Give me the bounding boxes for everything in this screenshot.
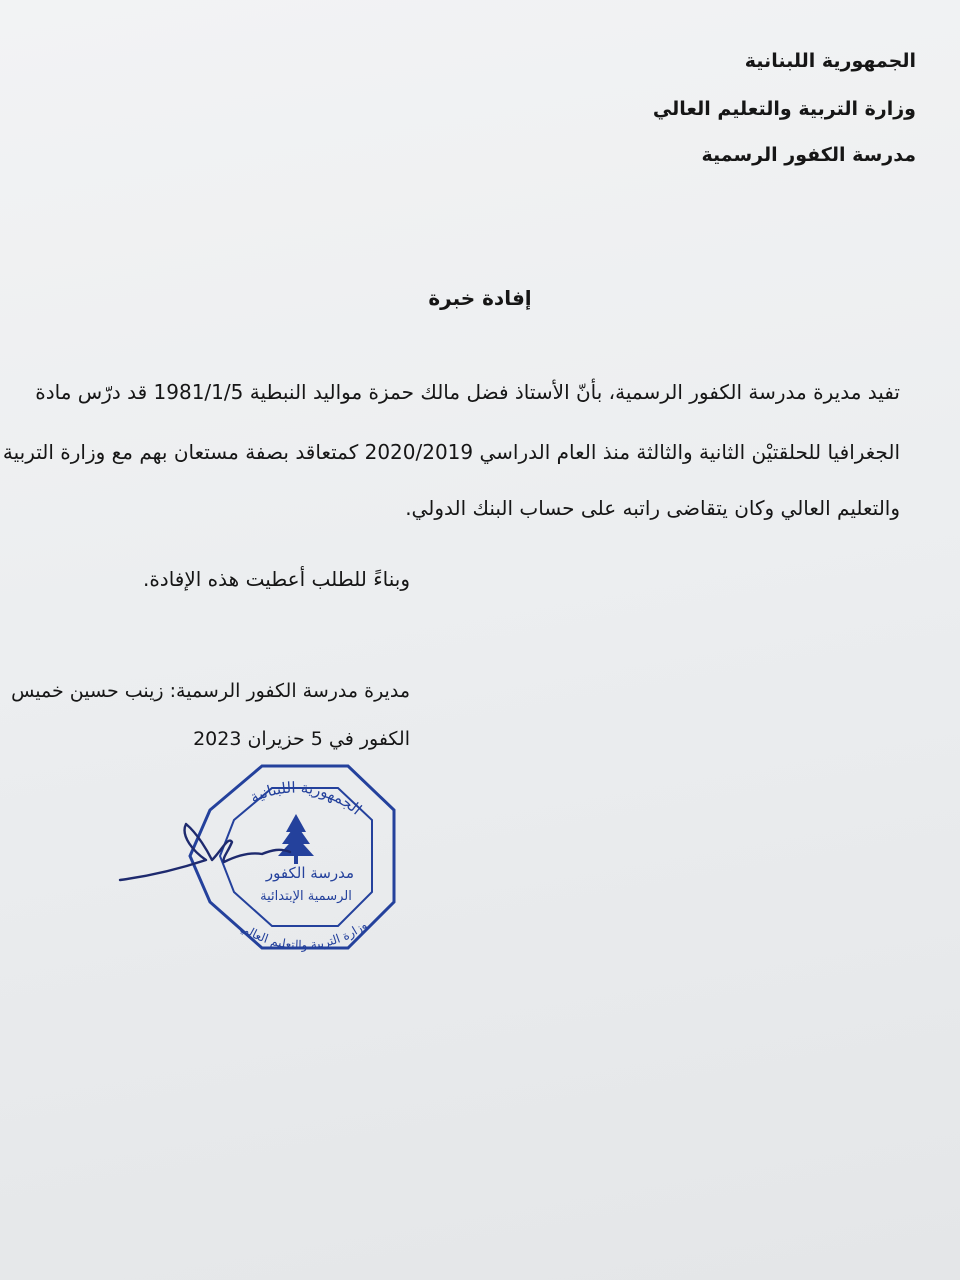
- cedar-icon: [278, 814, 314, 864]
- closing-statement: وبناءً للطلب أعطيت هذه الإفادة.: [142, 567, 410, 591]
- document-title: إفادة خبرة: [428, 286, 532, 310]
- header-school: مدرسة الكفور الرسمية: [701, 144, 916, 166]
- stamp-school-name: مدرسة الكفور: [265, 864, 355, 882]
- header-ministry: وزارة التربية والتعليم العالي: [652, 98, 916, 120]
- body-line-1: تفيد مديرة مدرسة الكفور الرسمية، بأنّ الأستاذ فضل مالك حمزة مواليد النبطية 1981/1/5 قد درّس مادة: [35, 380, 900, 404]
- handwritten-signature: [120, 824, 290, 880]
- body-line-3: والتعليم العالي وكان يتقاضى راتبه على حساب البنك الدولي.: [405, 496, 900, 520]
- body-line-2: الجغرافيا للحلقتيْن الثانية والثالثة منذ العام الدراسي 2020/2019 كمتعاقد بصفة مستعان بهم مع وزارة التربية: [2, 440, 900, 464]
- stamp-ministry-text: وزارة التربية والتعليم العالي: [237, 917, 370, 953]
- stamp-outer-text: الجمهورية اللبنانية: [247, 778, 366, 819]
- header-republic: الجمهورية اللبنانية: [744, 50, 916, 72]
- svg-text:الجمهورية اللبنانية: [247, 778, 365, 818]
- svg-text:وزارة التربية والتعليم العالي: [238, 918, 370, 953]
- official-stamp: [110, 752, 430, 982]
- stamp-school-type: الرسمية الإبتدائية: [260, 889, 352, 904]
- director-signature-line: مديرة مدرسة الكفور الرسمية: زينب حسين خميس: [11, 680, 410, 702]
- place-date-line: الكفور في 5 حزيران 2023: [193, 728, 410, 750]
